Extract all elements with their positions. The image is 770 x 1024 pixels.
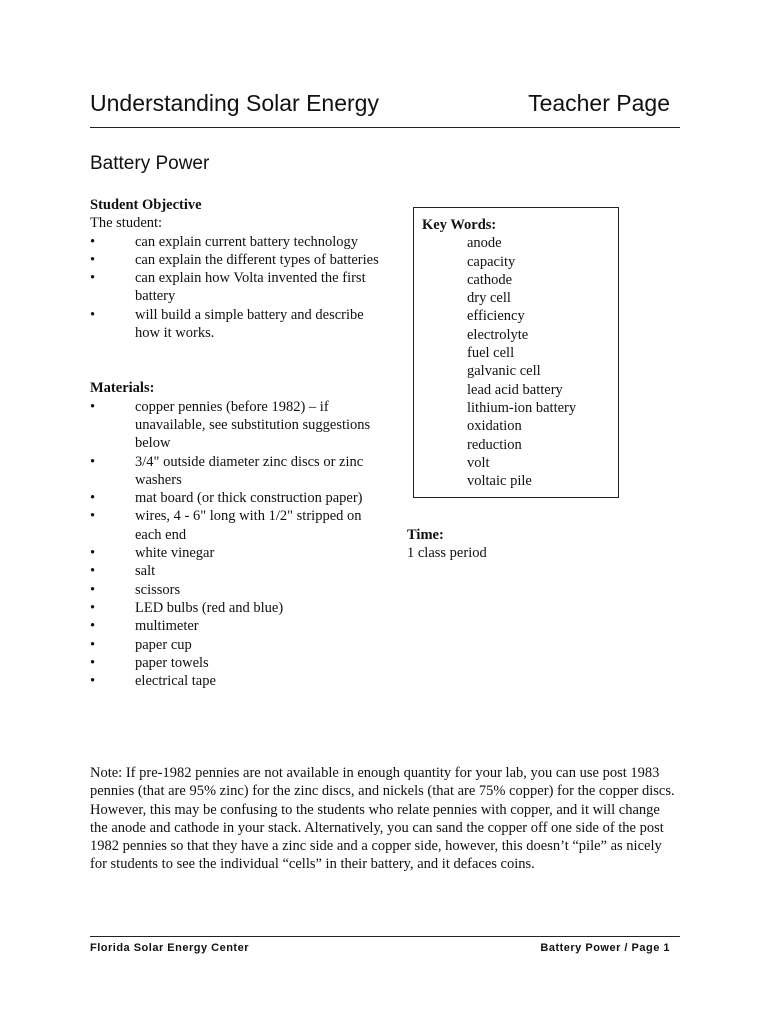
list-item: electrolyte: [467, 326, 529, 343]
footer-organization: Florida Solar Energy Center: [90, 942, 249, 954]
page-header: [90, 90, 680, 128]
list-item: • paper cup: [90, 636, 390, 654]
materials-list: [90, 398, 390, 691]
materials-heading: Materials:: [90, 380, 155, 397]
list-item: lithium-ion battery: [467, 399, 577, 416]
list-item: volt: [467, 454, 490, 471]
list-item: • salt: [90, 562, 390, 580]
page-type-label: Teacher Page: [528, 90, 670, 116]
time-value: 1 class period: [407, 545, 487, 562]
list-item: • electrical tape: [90, 672, 390, 690]
key-words-heading: Key Words:: [422, 217, 497, 233]
list-item: • can explain the different types of batteries: [90, 251, 390, 269]
time-section: [407, 526, 487, 563]
list-item: capacity: [467, 253, 516, 270]
list-item: • mat board (or thick construction paper): [90, 489, 390, 507]
list-item: oxidation: [467, 418, 522, 435]
list-item: • wires, 4 - 6" long with 1/2" stripped on each end: [90, 507, 390, 544]
list-item: lead acid battery: [467, 381, 563, 398]
list-item: • will build a simple battery and describe how it works.: [90, 306, 390, 343]
list-item: • can explain current battery technology: [90, 233, 390, 251]
list-item: • copper pennies (before 1982) – if unavailable, see substitution suggestions below: [90, 398, 390, 453]
footer-page-label: Battery Power / Page 1: [540, 942, 670, 954]
time-heading: Time:: [407, 527, 444, 543]
list-item: • scissors: [90, 581, 390, 599]
list-item: anode: [467, 235, 502, 252]
note-paragraph: Note: If pre-1982 pennies are not available in enough quantity for your lab, you can use post 1983 pennies (that are 95% zinc) for the zinc discs, and nickels (that are 75% copper) for the copper discs. However, this may be confusing to the students who relate pennies with copper, and it will change the anode and cathode in your stack. Alternatively, you can sand the copper off one side of the post 1982 pennies so that they have a zinc side and a copper side, however, this doesn’t “pile” as nicely for students to see the individual “cells” in their battery, and it defaces coins.: [90, 765, 675, 873]
section-title: Battery Power: [90, 153, 210, 174]
list-item: • can explain how Volta invented the first battery: [90, 269, 390, 306]
list-item: voltaic pile: [467, 473, 532, 490]
objective-list: [90, 233, 390, 343]
key-words-box: [413, 207, 619, 498]
list-item: efficiency: [467, 308, 525, 325]
left-column: [90, 196, 390, 690]
list-item: • white vinegar: [90, 544, 390, 562]
list-item: reduction: [467, 436, 522, 453]
key-words-list: [422, 234, 610, 490]
list-item: • LED bulbs (red and blue): [90, 599, 390, 617]
document-title: Understanding Solar Energy: [90, 90, 379, 116]
objective-heading: Student Objective: [90, 197, 202, 213]
list-item: galvanic cell: [467, 363, 541, 380]
list-item: fuel cell: [467, 345, 515, 362]
page-footer: [90, 936, 680, 954]
list-item: • paper towels: [90, 654, 390, 672]
list-item: • 3/4" outside diameter zinc discs or zinc washers: [90, 453, 390, 490]
list-item: • multimeter: [90, 617, 390, 635]
list-item: dry cell: [467, 290, 511, 307]
list-item: cathode: [467, 271, 513, 288]
objective-intro: The student:: [90, 215, 163, 232]
